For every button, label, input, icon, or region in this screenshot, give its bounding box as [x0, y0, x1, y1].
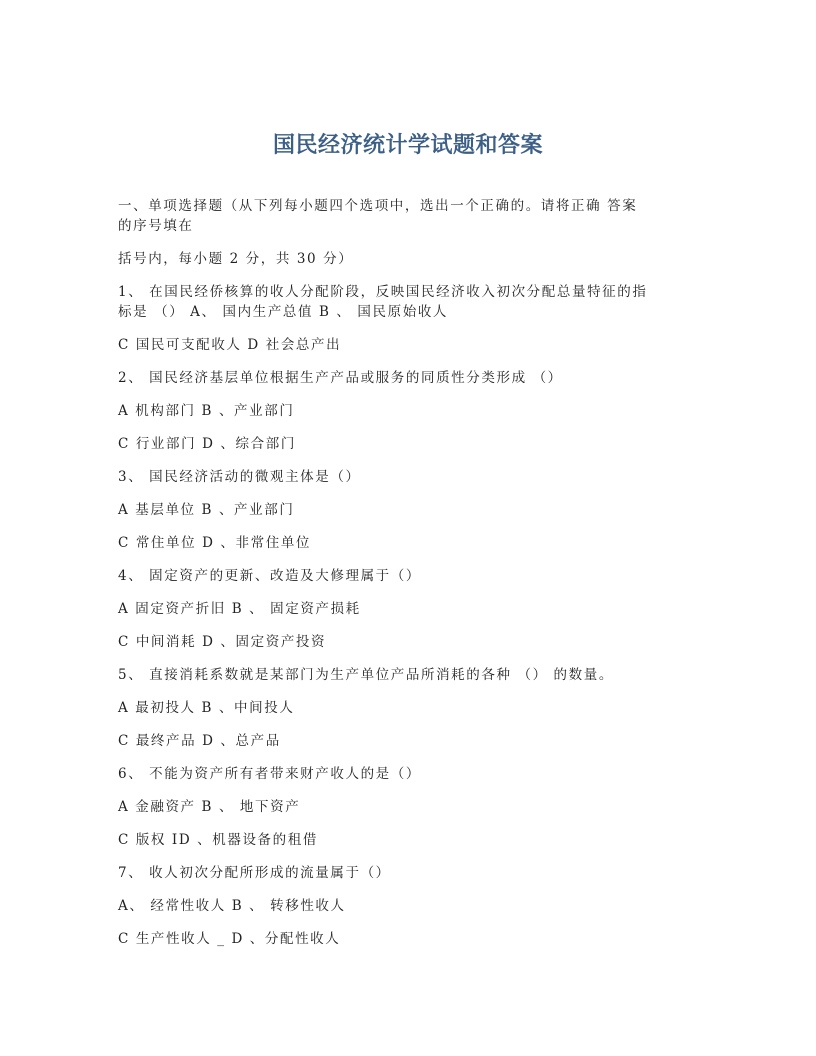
text-line: C 常住单位 D 、非常住单位: [118, 535, 312, 551]
text-line: C 最终产品 D 、总产品: [118, 733, 281, 749]
paragraph: [118, 196, 708, 236]
document-title: 国民经济统计学试题和答案: [272, 133, 543, 158]
text-line: C 国民可支配收人 D 社会总产出: [118, 337, 342, 353]
paragraph: [118, 797, 708, 817]
paragraph: [118, 929, 708, 949]
text-line: 3、 国民经济活动的微观主体是（）: [118, 469, 361, 485]
paragraph: [118, 282, 708, 322]
paragraph: [118, 401, 708, 421]
paragraph: [118, 698, 708, 718]
paragraph: [118, 632, 708, 652]
paragraph: [118, 500, 708, 520]
paragraph: [118, 665, 708, 685]
text-line: C 版权 ID 、机器设备的租借: [118, 832, 318, 848]
paragraph: [118, 467, 708, 487]
text-line: 1、 在国民经侨核算的收人分配阶段，反映国民经济收入初次分配总量特征的指: [118, 284, 648, 300]
paragraph: [118, 896, 708, 916]
paragraph: [118, 566, 708, 586]
paragraph: [118, 434, 708, 454]
text-line: A 最初投人 B 、中间投人: [118, 700, 295, 716]
text-line: C 中间消耗 D 、固定资产投资: [118, 634, 327, 650]
paragraph: [118, 368, 708, 388]
text-line: A、 经常性收人 B 、 转移性收人: [118, 898, 346, 914]
paragraph: [118, 863, 708, 883]
text-line: A 固定资产折旧 B 、 固定资产损耗: [118, 601, 361, 617]
paragraph: [118, 249, 708, 269]
text-line: 5、 直接消耗系数就是某部门为生产单位产品所消耗的各种 （） 的数量。: [118, 667, 614, 683]
text-line: A 机构部门 B 、产业部门: [118, 403, 295, 419]
paragraph: [118, 731, 708, 751]
paragraph: [118, 830, 708, 850]
text-line: 的序号填在: [118, 218, 194, 234]
text-line: 2、 国民经济基层单位根据生产产品或服务的同质性分类形成 （）: [118, 370, 563, 386]
document-body: [118, 196, 708, 962]
text-line: 括号内，每小题 2 分，共 30 分）: [118, 251, 354, 267]
text-line: C 生产性收人 _ D 、分配性收人: [118, 931, 341, 947]
paragraph: [118, 764, 708, 784]
text-line: A 基层单位 B 、产业部门: [118, 502, 295, 518]
text-line: A 金融资产 B 、 地下资产: [118, 799, 301, 815]
paragraph: [118, 533, 708, 553]
paragraph: [118, 599, 708, 619]
text-line: 6、 不能为资产所有者带来财产收人的是（）: [118, 766, 421, 782]
text-line: C 行业部门 D 、综合部门: [118, 436, 296, 452]
text-line: 一、单项选择题（从下列每小题四个选项中，选出一个正确的。请将正确 答案: [118, 198, 638, 214]
text-line: 标是 （） A、 国内生产总值 B 、 国民原始收人: [118, 304, 449, 320]
text-line: 4、 固定资产的更新、改造及大修理属于（）: [118, 568, 421, 584]
paragraph: [118, 335, 708, 355]
text-line: 7、 收人初次分配所形成的流量属于（）: [118, 865, 391, 881]
